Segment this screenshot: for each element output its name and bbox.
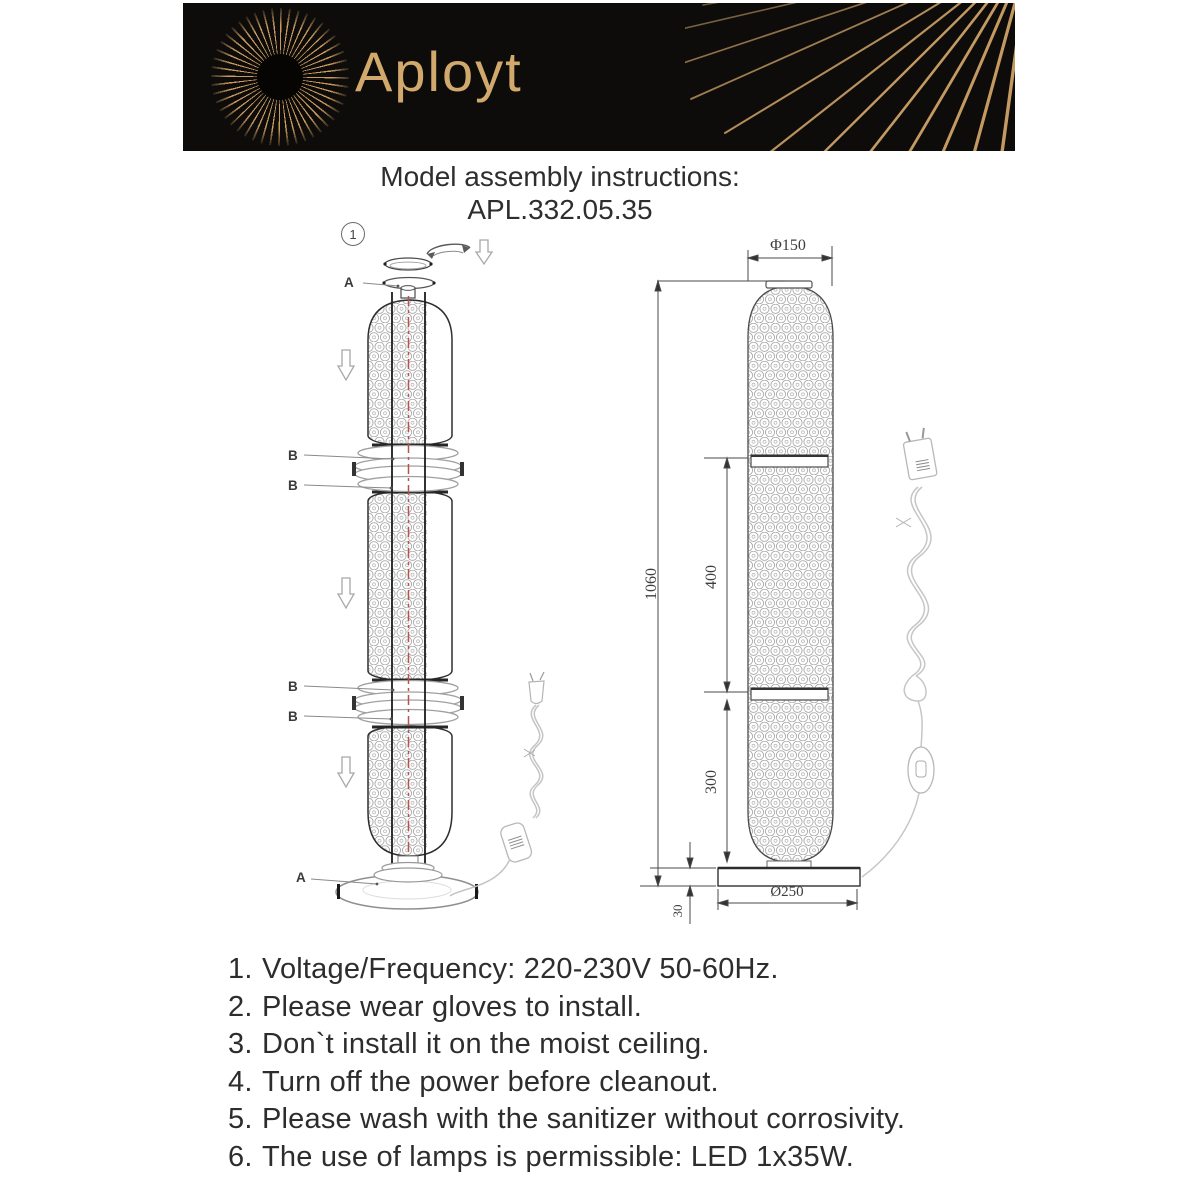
list-item — [228, 989, 1008, 1027]
item-number: 5. — [228, 1103, 253, 1135]
list-item — [228, 1026, 1008, 1064]
part-label-a-bottom: A — [296, 870, 306, 885]
item-number: 6. — [228, 1140, 253, 1173]
item-text: The use of lamps is permissible: LED 1x35W. — [262, 1140, 855, 1173]
item-number: 1. — [228, 953, 253, 985]
step-number: 1 — [349, 226, 357, 242]
sunburst-logo-icon — [211, 8, 349, 146]
instruction-list — [228, 951, 1008, 1176]
power-cord-left — [450, 672, 544, 896]
item-text: Turn off the power before cleanout. — [262, 1065, 719, 1098]
lamp-top-cap — [766, 281, 812, 288]
dim-upper-section: 400 — [703, 565, 720, 589]
rotation-arrow — [427, 244, 470, 259]
dim-total-height: 1060 — [643, 568, 660, 600]
list-item — [228, 1139, 1008, 1177]
lamp-body — [748, 286, 833, 862]
top-cap — [383, 258, 432, 270]
part-label-b1: B — [288, 448, 298, 463]
part-label-b3: B — [288, 679, 298, 694]
title-line2: APL.332.05.35 — [467, 194, 653, 225]
step-number-badge — [341, 222, 365, 246]
dimension-view-drawing — [640, 246, 937, 924]
brand-name: Aployt — [355, 40, 523, 103]
list-item — [228, 951, 1008, 989]
list-item — [228, 1064, 1008, 1102]
shade-segment-middle — [368, 491, 452, 683]
dim-base-thickness: 30 — [670, 904, 685, 918]
item-text: Voltage/Frequency: 220-230V 50-60Hz. — [262, 953, 779, 985]
technical-drawings — [180, 215, 1020, 955]
part-label-b2: B — [288, 478, 298, 493]
item-text: Don`t install it on the moist ceiling. — [262, 1028, 710, 1060]
brand-header — [183, 3, 1015, 151]
item-number: 2. — [228, 990, 253, 1023]
item-number: 3. — [228, 1028, 253, 1060]
item-text: Please wash with the sanitizer without corrosivity. — [262, 1103, 906, 1135]
shade-segment-top — [368, 300, 452, 448]
dim-base-diameter: Ø250 — [770, 884, 804, 900]
shade-segment-bottom — [368, 726, 452, 858]
list-item — [228, 1101, 1008, 1139]
title-line1: Model assembly instructions: — [380, 161, 740, 192]
assembly-direction-arrows — [338, 350, 354, 787]
down-arrow-icon — [476, 240, 492, 264]
part-label-b4: B — [288, 709, 298, 724]
rays-decoration — [685, 3, 1015, 151]
item-number: 4. — [228, 1065, 253, 1098]
dim-lower-section: 300 — [703, 770, 720, 794]
item-text: Please wear gloves to install. — [262, 990, 642, 1023]
dim-top-diameter: Φ150 — [770, 237, 806, 254]
power-cord-right — [862, 427, 937, 877]
exploded-view-drawing — [304, 240, 544, 909]
part-label-a-top: A — [344, 275, 354, 290]
